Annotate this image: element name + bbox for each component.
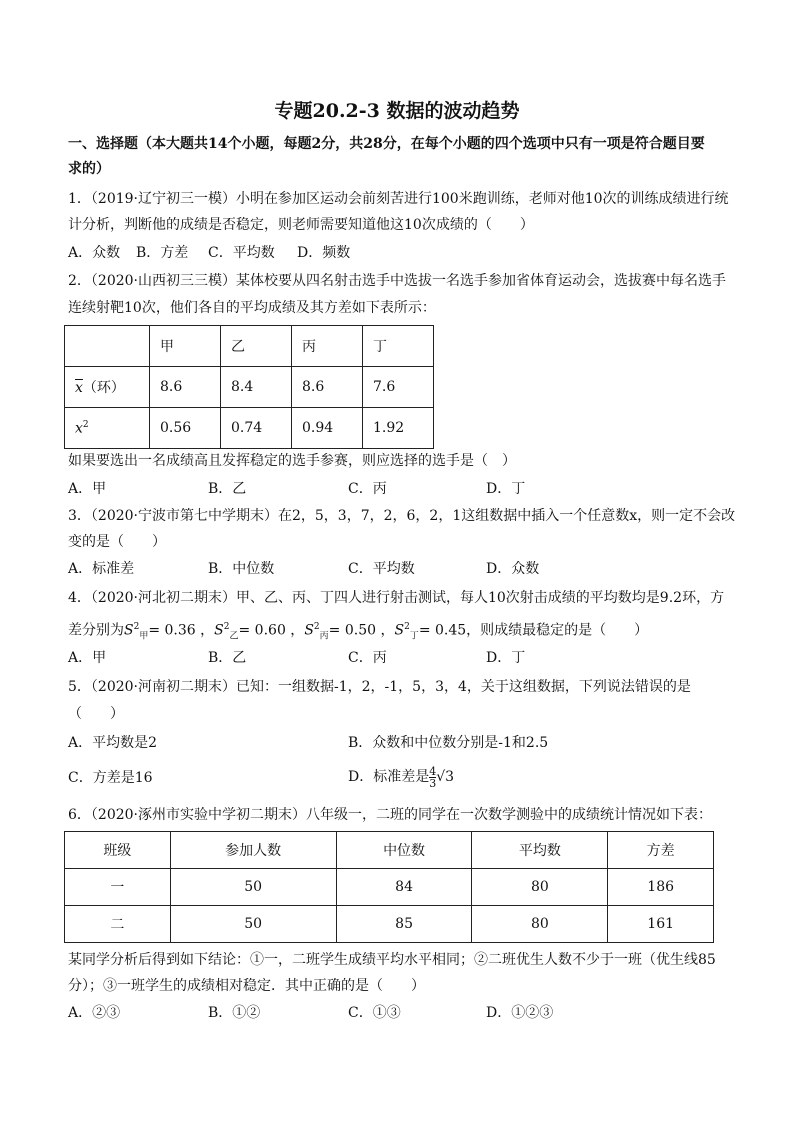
table-cell bbox=[65, 326, 150, 367]
superscript: 2 bbox=[404, 622, 410, 632]
q6-option-d: D．①②③ bbox=[486, 1005, 554, 1021]
q5-option-d bbox=[348, 764, 454, 790]
table-cell: 50 bbox=[170, 869, 336, 906]
table-cell: 0.74 bbox=[221, 408, 292, 449]
table-row bbox=[65, 367, 434, 408]
q5-option-c: C．方差是16 bbox=[68, 770, 153, 786]
table-row bbox=[65, 408, 434, 449]
superscript: 2 bbox=[133, 622, 140, 632]
q1-option-d: D．频数 bbox=[297, 245, 351, 261]
q2-option-a: A．甲 bbox=[68, 481, 107, 497]
q4-option-c: C．丙 bbox=[348, 650, 387, 666]
table-cell: 0.56 bbox=[150, 408, 221, 449]
table-cell: 7.6 bbox=[363, 367, 434, 408]
q4-option-a: A．甲 bbox=[68, 650, 107, 666]
q3-option-a: A．标准差 bbox=[68, 561, 135, 577]
table-cell: 85 bbox=[336, 906, 472, 943]
square-root: √3 bbox=[436, 769, 455, 785]
q2-option-c: C．丙 bbox=[348, 481, 387, 497]
fraction-denominator: 3 bbox=[429, 776, 437, 790]
q5-option-a: A．平均数是2 bbox=[68, 735, 158, 751]
q5-text-cont: （ ） bbox=[68, 706, 124, 722]
variance-symbol: S bbox=[394, 622, 405, 639]
q6-text: 6．（2020·涿州市实验中学初二期末）八年级一，二班的同学在一次数学测验中的成绩统计情况如下表： bbox=[68, 807, 712, 823]
table-cell: 8.4 bbox=[221, 367, 292, 408]
q2-table bbox=[64, 325, 434, 449]
q4-value: = 0.50 ， bbox=[328, 622, 395, 639]
q1-option-c: C．平均数 bbox=[208, 245, 275, 261]
q4-option-b: B．乙 bbox=[208, 650, 247, 666]
q2-option-b: B．乙 bbox=[208, 481, 247, 497]
table-row bbox=[65, 906, 714, 943]
q4-value: = 0.36 ， bbox=[148, 622, 215, 639]
superscript: 2 bbox=[82, 419, 89, 430]
variance-symbol: x bbox=[75, 420, 83, 437]
table-cell: 平均数 bbox=[472, 832, 608, 869]
superscript: 2 bbox=[223, 622, 230, 632]
q4-text-cont bbox=[68, 617, 728, 646]
variance-symbol: S bbox=[214, 622, 224, 639]
table-row bbox=[65, 326, 434, 367]
x-bar-symbol: $\overline{x}$ bbox=[75, 380, 83, 396]
section-heading-cont: 求的） bbox=[68, 161, 110, 177]
section-heading: 一、选择题（本大题共14个小题，每题2分，共28分，在每个小题的四个选项中只有一项是符合题目要 bbox=[68, 136, 705, 152]
table-cell: 1.92 bbox=[363, 408, 434, 449]
q1-option-b: B．方差 bbox=[136, 245, 189, 261]
table-cell: 方差 bbox=[608, 832, 714, 869]
table-cell: 乙 bbox=[221, 326, 292, 367]
q4-value: = 0.45，则成绩最稳定的是（ ） bbox=[418, 622, 649, 639]
q6-option-b: B．①② bbox=[208, 1005, 261, 1021]
table-cell: 50 bbox=[170, 906, 336, 943]
q2-text-cont: 连续射靶10次，他们各自的平均成绩及其方差如下表所示： bbox=[68, 300, 436, 316]
q3-option-c: C．平均数 bbox=[348, 561, 415, 577]
table-cell: 班级 bbox=[65, 832, 171, 869]
table-cell: 84 bbox=[336, 869, 472, 906]
q6-option-c: C．①③ bbox=[348, 1005, 401, 1021]
variance-symbol: S bbox=[304, 622, 314, 639]
table-cell bbox=[65, 367, 150, 408]
q2-question: 如果要选出一名成绩高且发挥稳定的选手参赛，则应选择的选手是（ ） bbox=[68, 453, 516, 469]
subscript: 丁 bbox=[409, 631, 419, 642]
q4-value: = 0.60 ， bbox=[238, 622, 305, 639]
q4-prefix: 差分别为 bbox=[68, 622, 124, 639]
unit-label: （环） bbox=[82, 380, 125, 396]
q5-text: 5．（2020·河南初二期末）已知：一组数据-1，2，-1，5，3，4，关于这组数据，下列说法错误的是 bbox=[68, 679, 691, 695]
q1-option-a: A．众数 bbox=[68, 245, 121, 261]
q1-text-cont: 计分析，判断他的成绩是否稳定，则老师需要知道他这10次成绩的（ ） bbox=[68, 217, 534, 233]
q3-option-b: B．中位数 bbox=[208, 561, 275, 577]
table-cell: 甲 bbox=[150, 326, 221, 367]
q2-text: 2．（2020·山西初三三模）某体校要从四名射击选手中选拔一名选手参加省体育运动会，选拔赛中每名选手 bbox=[68, 273, 726, 289]
table-cell: 80 bbox=[472, 906, 608, 943]
table-cell bbox=[65, 408, 150, 449]
table-cell: 8.6 bbox=[292, 367, 363, 408]
subscript: 甲 bbox=[139, 631, 149, 642]
subscript: 丙 bbox=[319, 631, 329, 642]
table-cell: 丙 bbox=[292, 326, 363, 367]
table-row bbox=[65, 832, 714, 869]
q5-option-b: B．众数和中位数分别是-1和2.5 bbox=[348, 735, 549, 751]
q1-text: 1．（2019·辽宁初三一模）小明在参加区运动会前刻苦进行100米跑训练，老师对他10次的训练成绩进行统 bbox=[68, 191, 729, 207]
q6-analysis: 某同学分析后得到如下结论：①一，二班学生成绩平均水平相同；②二班优生人数不少于一班（优生线85 bbox=[68, 952, 716, 968]
table-cell: 中位数 bbox=[336, 832, 472, 869]
subscript: 乙 bbox=[229, 631, 239, 642]
table-cell: 一 bbox=[65, 869, 171, 906]
variance-symbol: S bbox=[124, 622, 134, 639]
table-cell: 161 bbox=[608, 906, 714, 943]
q4-option-d: D．丁 bbox=[486, 650, 526, 666]
table-cell: 丁 bbox=[363, 326, 434, 367]
q3-text: 3．（2020·宁波市第七中学期末）在2，5，3，7，2，6，2，1这组数据中插入一个任意数x，则一定不会改 bbox=[68, 508, 736, 524]
q2-option-d: D．丁 bbox=[486, 481, 526, 497]
table-row bbox=[65, 869, 714, 906]
table-cell: 8.6 bbox=[150, 367, 221, 408]
q3-option-d: D．众数 bbox=[486, 561, 540, 577]
q3-text-cont: 变的是（ ） bbox=[68, 534, 166, 550]
table-cell: 80 bbox=[472, 869, 608, 906]
q5-option-d-label: D．标准差是 bbox=[348, 769, 430, 785]
table-cell: 186 bbox=[608, 869, 714, 906]
table-cell: 参加人数 bbox=[170, 832, 336, 869]
q6-option-a: A．②③ bbox=[68, 1005, 121, 1021]
fraction-numerator: 4 bbox=[429, 764, 437, 778]
table-cell: 二 bbox=[65, 906, 171, 943]
table-cell: 0.94 bbox=[292, 408, 363, 449]
superscript: 2 bbox=[313, 622, 320, 632]
q4-text: 4．（2020·河北初二期末）甲、乙、丙、丁四人进行射击测试，每人10次射击成绩的平均数均是9.2环，方 bbox=[68, 590, 725, 606]
q6-analysis-cont: 分）；③一班学生的成绩相对稳定．其中正确的是（ ） bbox=[68, 978, 425, 994]
page-title: 专题20.2-3 数据的波动趋势 bbox=[274, 100, 520, 122]
q6-table bbox=[64, 831, 714, 943]
